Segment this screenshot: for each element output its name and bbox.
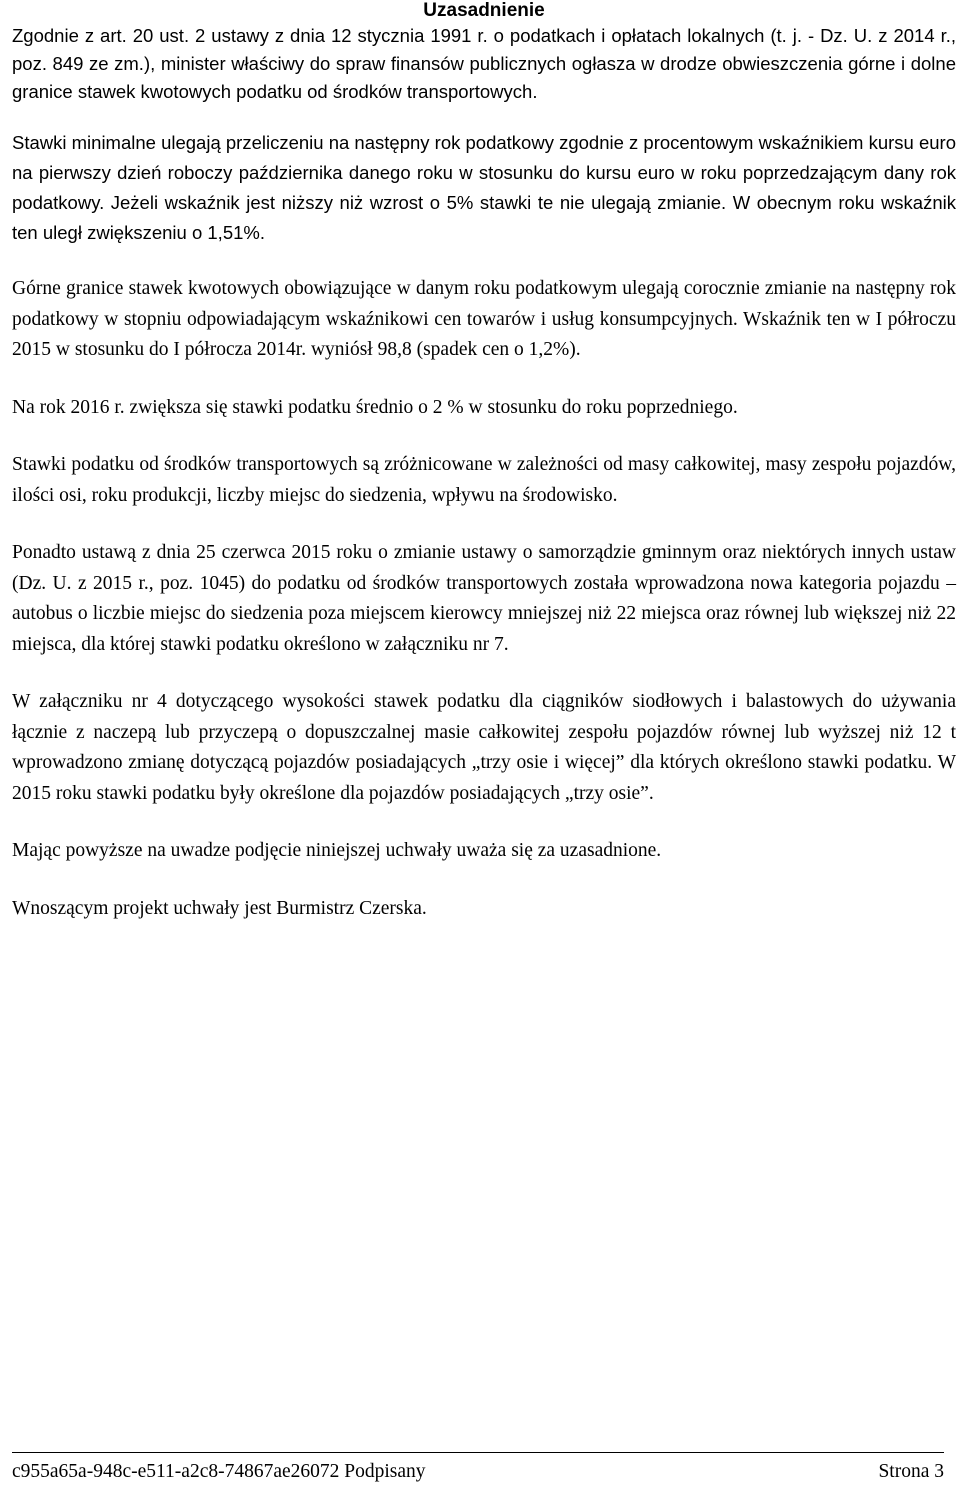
paragraph-minimum-rates: Stawki minimalne ulegają przeliczeniu na następny rok podatkowy zgodnie z procentowym wskaźnikiem kursu euro na pierwszy dzień roboczy października danego roku w stosunku do kursu euro w roku poprzedzającym dany rok podatkowy. Jeżeli wskaźnik jest niższy niż wzrost o 5% stawki te nie ulegają zmianie. W obecnym roku wskaźnik ten uległ zwiększeniu o 1,51%. [12,132,956,243]
paragraph-proposer: Wnoszącym projekt uchwały jest Burmistrz Czerska. [12,897,427,919]
footer-page-number: Strona 3 [878,1461,944,1482]
document-body [12,0,956,924]
paragraph-2016-increase: Na rok 2016 r. zwiększa się stawki podatku średnio o 2 % w stosunku do roku poprzedniego. [12,396,738,418]
document-title: Uzasadnienie [423,0,545,21]
paragraph-upper-limits: Górne granice stawek kwotowych obowiązujące w danym roku podatkowym ulegają corocznie zmianie na następny rok podatkowy w stopniu odpowiadającym wskaźnikowi cen towarów i usług konsumpcyjnych. Wskaźnik ten w I półroczu 2015 w stosunku do I półrocza 2014r. wyniósł 98,8 (spadek cen o 1,2%). [12,278,956,360]
paragraph-conclusion: Mając powyższe na uwadze podjęcie niniejszej uchwały uważa się za uzasadnione. [12,840,662,861]
page-footer [12,1452,944,1482]
paragraph-rate-differentiation: Stawki podatku od środków transportowych są zróżnicowane w zależności od masy całkowitej, masy zespołu pojazdów, ilości osi, roku produkcji, liczby miejsc do siedzenia, wpływu na środowisko. [12,454,956,506]
paragraph-annex-4-change: W załączniku nr 4 dotyczącego wysokości stawek podatku dla ciągników siodłowych i balastowych do używania łącznie z naczepą lub przyczepą o dopuszczalnej masie całkowitej zespołu pojazdów równej lub wyższej niż 12 t wprowadzono zmianę dotyczącą pojazdów posiadających „trzy osie i więcej” dla których określono stawki podatku. W 2015 roku stawki podatku były określone dla pojazdów posiadających „trzy osie”. [12,691,956,804]
paragraph-legal-basis: Zgodnie z art. 20 ust. 2 ustawy z dnia 12 stycznia 1991 r. o podatkach i opłatach lokalnych (t. j. - Dz. U. z 2014 r., poz. 849 ze zm.), minister właściwy do spraw finansów publicznych ogłasza w drodze obwieszczenia górne i dolne granice stawek kwotowych podatku od środków transportowych. [12,25,956,102]
paragraph-new-bus-category: Ponadto ustawą z dnia 25 czerwca 2015 roku o zmianie ustawy o samorządzie gminnym oraz niektórych innych ustaw (Dz. U. z 2015 r., poz. 1045) do podatku od środków transportowych została wprowadzona nowa kategoria pojazdu – autobus o liczbie miejsc do siedzenia poza miejscem kierowcy mniejszej niż 22 miejsca oraz równej lub większej niż 22 miejsca, dla której stawki podatku określono w załączniku nr 7. [12,542,956,655]
footer-document-id: c955a65a-948c-e511-a2c8-74867ae26072 Podpisany [12,1461,426,1482]
